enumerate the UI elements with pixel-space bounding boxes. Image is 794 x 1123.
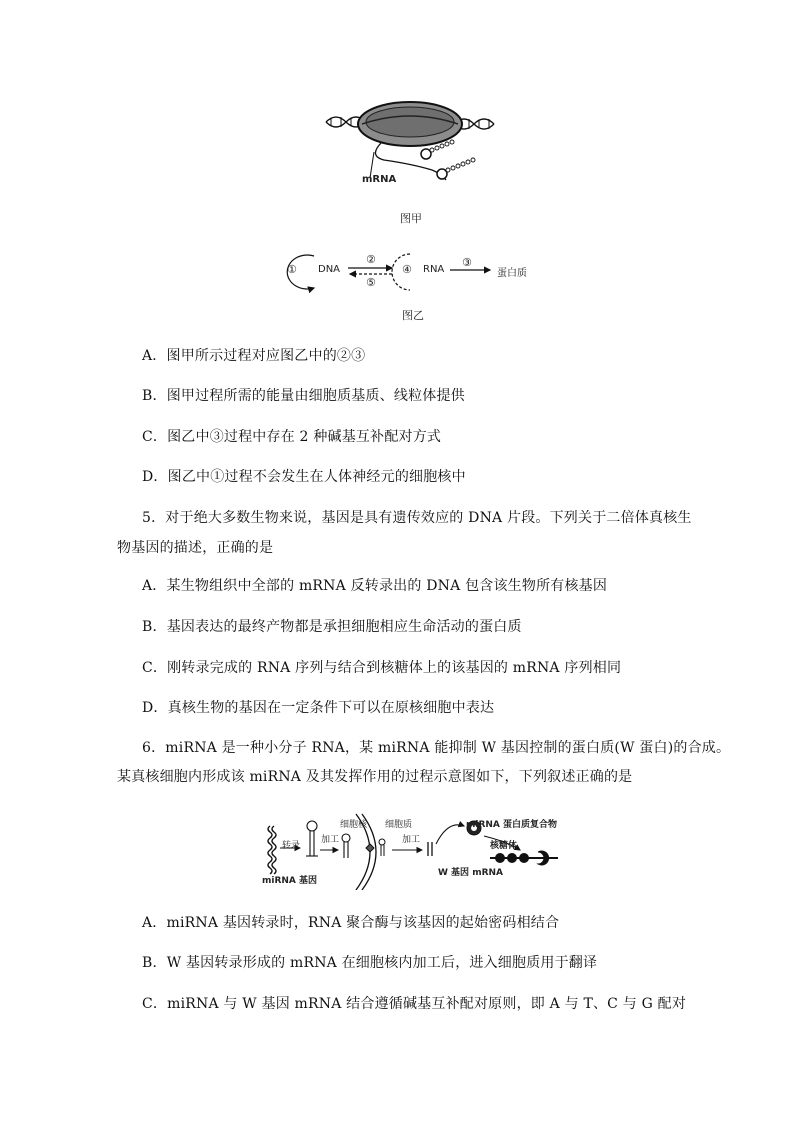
q6-stem-line1: 6．miRNA 是一种小分子 RNA，某 miRNA 能抑制 W 基因控制的蛋白质(W 蛋白)的合成。 — [142, 740, 731, 756]
figure-jia-diagram — [322, 98, 498, 190]
figure-yi-label-5: ⑤ — [366, 276, 376, 289]
q5-option-b: B．基因表达的最终产物都是承担细胞相应生命活动的蛋白质 — [142, 619, 522, 635]
figure-yi-label-3: ③ — [462, 256, 472, 269]
figure-yi-protein: 蛋白质 — [497, 268, 527, 279]
q6-fig-nucleus: 细胞核 — [340, 820, 368, 830]
q5-stem-line1: 5．对于绝大多数生物来说，基因是具有遗传效应的 DNA 片段。下列关于二倍体真核生 — [142, 510, 692, 526]
q6-option-a: A．miRNA 基因转录时，RNA 聚合酶与该基因的起始密码相结合 — [142, 915, 560, 931]
figure-jia-caption: 图甲 — [400, 212, 422, 225]
q6-fig-processing2: 加工 — [402, 835, 421, 845]
figure-jia-mrna-label: mRNA — [362, 174, 397, 185]
q5-option-c: C．刚转录完成的 RNA 序列与结合到核糖体上的该基因的 mRNA 序列相同 — [142, 660, 622, 676]
figure-yi-label-2: ② — [366, 253, 376, 266]
figure-yi-rna: RNA — [423, 264, 445, 275]
q4-option-b: B．图甲过程所需的能量由细胞质基质、线粒体提供 — [142, 388, 465, 404]
q5-option-a: A．某生物组织中全部的 mRNA 反转录出的 DNA 包含该生物所有核基因 — [142, 578, 608, 594]
q6-option-b: B．W 基因转录形成的 mRNA 在细胞核内加工后，进入细胞质用于翻译 — [142, 955, 598, 971]
figure-yi-label-4: ④ — [402, 263, 412, 276]
q6-option-c: C．miRNA 与 W 基因 mRNA 结合遵循碱基互补配对原则，即 A 与 T、C 与 G 配对 — [142, 996, 687, 1012]
q6-fig-processing1: 加工 — [321, 835, 340, 845]
figure-yi-label-1: ① — [287, 263, 297, 276]
q4-option-c: C．图乙中③过程中存在 2 种碱基互补配对方式 — [142, 429, 442, 445]
figure-yi-dna: DNA — [318, 264, 341, 275]
q6-fig-complex: miRNA 蛋白质复合物 — [466, 820, 558, 830]
q5-stem-line2: 物基因的描述，正确的是 — [117, 540, 274, 556]
q6-stem-line2: 某真核细胞内形成该 miRNA 及其发挥作用的过程示意图如下，下列叙述正确的是 — [117, 769, 633, 785]
q6-fig-cytoplasm: 细胞质 — [385, 820, 413, 830]
q6-fig-w-mrna: W 基因 mRNA — [438, 868, 503, 878]
q6-fig-gene: miRNA 基因 — [262, 876, 318, 886]
q4-option-d: D．图乙中①过程不会发生在人体神经元的细胞核中 — [142, 469, 466, 485]
q6-fig-ribosome: 核糖体 — [490, 841, 518, 851]
figure-yi-caption: 图乙 — [402, 309, 424, 322]
q5-option-d: D．真核生物的基因在一定条件下可以在原核细胞中表达 — [142, 700, 495, 716]
q6-fig-transcription: 转录 — [282, 841, 301, 851]
q4-option-a: A．图甲所示过程对应图乙中的②③ — [142, 348, 366, 364]
